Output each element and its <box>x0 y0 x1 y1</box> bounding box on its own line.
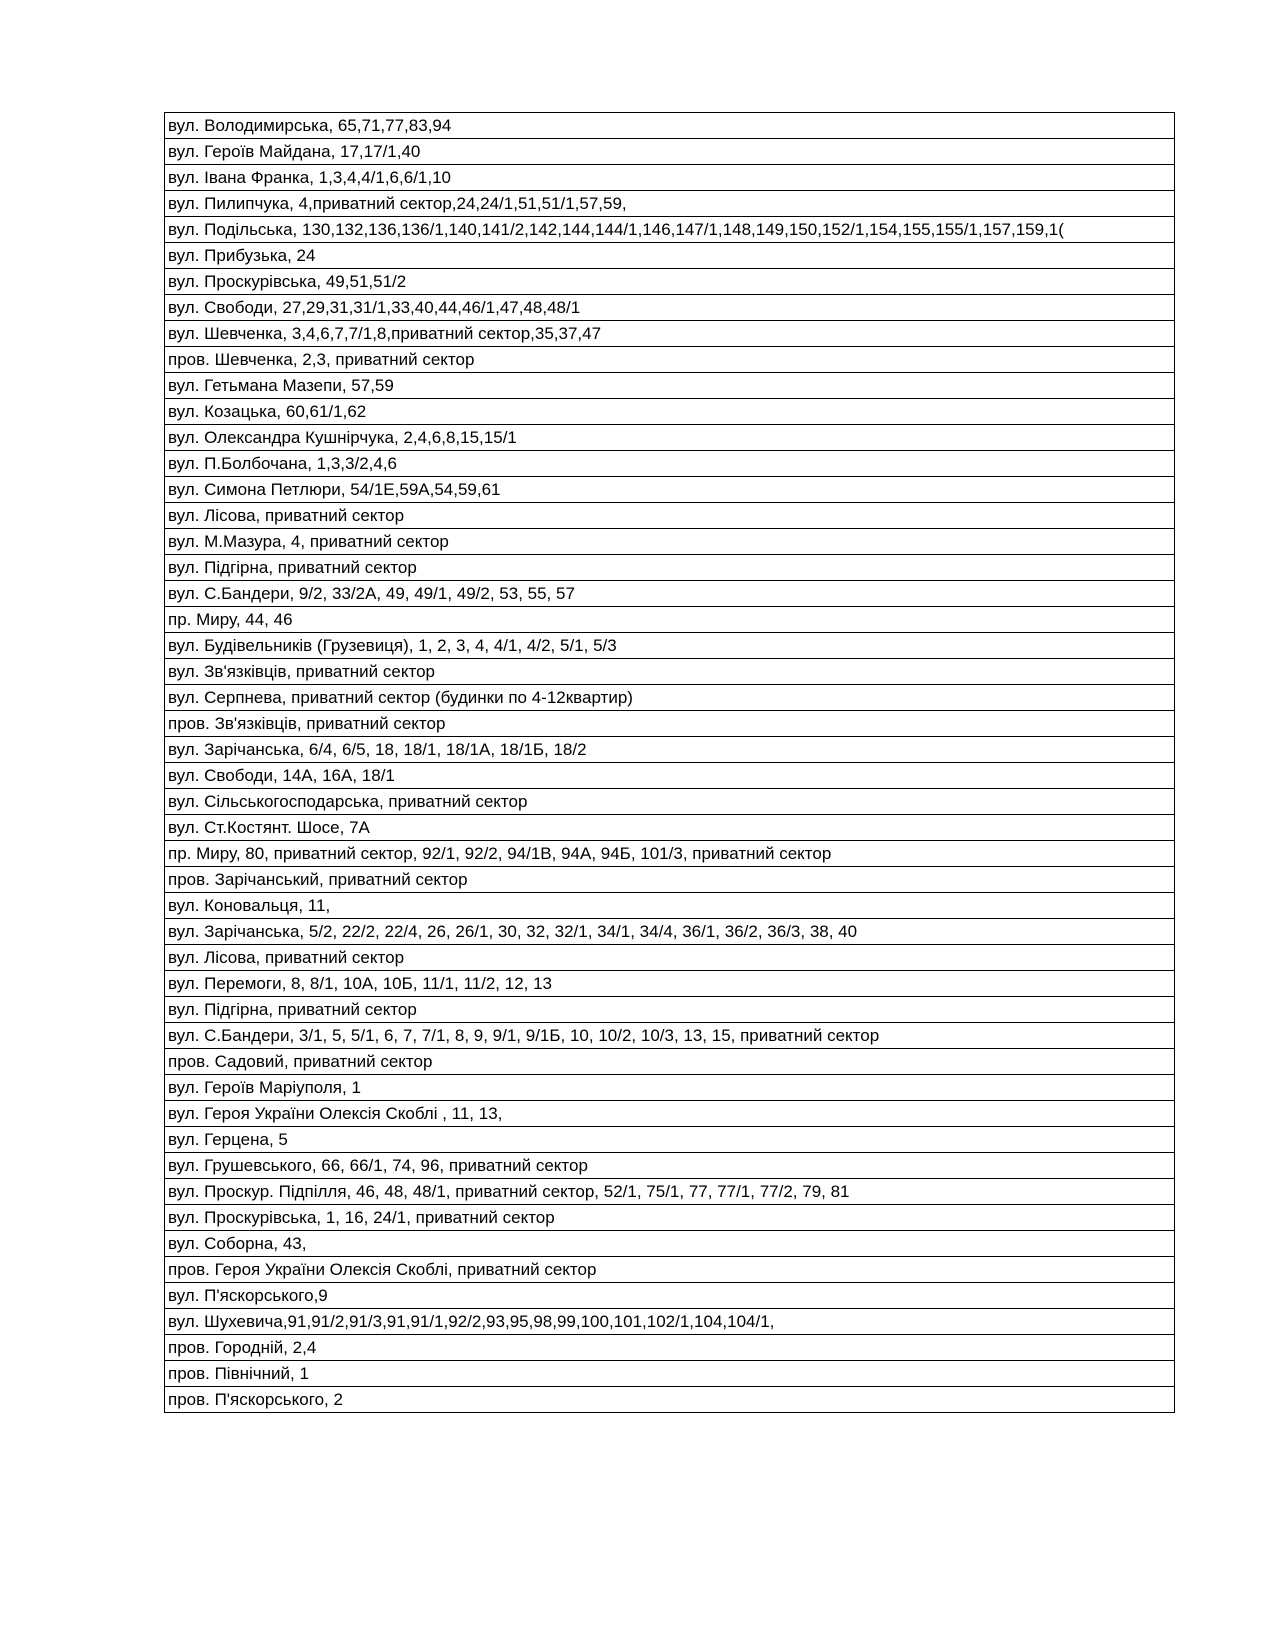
table-row <box>165 529 1175 555</box>
table-row <box>165 555 1175 581</box>
address-cell: пров. Шевченка, 2,3, приватний сектор <box>165 347 1175 373</box>
table-row <box>165 919 1175 945</box>
address-cell: вул. Підгірна, приватний сектор <box>165 555 1175 581</box>
table-row <box>165 321 1175 347</box>
address-cell: вул. Свободи, 14А, 16А, 18/1 <box>165 763 1175 789</box>
address-cell: вул. Подільська, 130,132,136,136/1,140,141/2,142,144,144/1,146,147/1,148,149,150,152/1,154,155,155/1,157,159,1( <box>165 217 1175 243</box>
address-cell: вул. Героїв Майдана, 17,17/1,40 <box>165 139 1175 165</box>
table-row <box>165 581 1175 607</box>
address-cell: вул. Пилипчука, 4,приватний сектор,24,24/1,51,51/1,57,59, <box>165 191 1175 217</box>
address-cell: вул. Перемоги, 8, 8/1, 10А, 10Б, 11/1, 11/2, 12, 13 <box>165 971 1175 997</box>
table-row <box>165 789 1175 815</box>
address-cell: вул. Зарічанська, 6/4, 6/5, 18, 18/1, 18/1А, 18/1Б, 18/2 <box>165 737 1175 763</box>
table-row <box>165 997 1175 1023</box>
table-row <box>165 1257 1175 1283</box>
address-cell: вул. Грушевського, 66, 66/1, 74, 96, приватний сектор <box>165 1153 1175 1179</box>
table-row <box>165 477 1175 503</box>
address-cell: вул. Шевченка, 3,4,6,7,7/1,8,приватний сектор,35,37,47 <box>165 321 1175 347</box>
address-cell: вул. Проскурівська, 49,51,51/2 <box>165 269 1175 295</box>
address-cell: вул. С.Бандери, 9/2, 33/2А, 49, 49/1, 49/2, 53, 55, 57 <box>165 581 1175 607</box>
address-cell: пров. Героя України Олексія Скоблі, приватний сектор <box>165 1257 1175 1283</box>
address-cell: вул. Прибузька, 24 <box>165 243 1175 269</box>
address-cell: вул. Соборна, 43, <box>165 1231 1175 1257</box>
address-cell: пр. Миру, 80, приватний сектор, 92/1, 92/2, 94/1В, 94А, 94Б, 101/3, приватний сектор <box>165 841 1175 867</box>
table-row <box>165 685 1175 711</box>
address-cell: вул. Симона Петлюри, 54/1Е,59А,54,59,61 <box>165 477 1175 503</box>
address-cell: вул. П.Болбочана, 1,3,3/2,4,6 <box>165 451 1175 477</box>
table-row <box>165 1309 1175 1335</box>
table-row <box>165 1283 1175 1309</box>
address-cell: вул. Підгірна, приватний сектор <box>165 997 1175 1023</box>
table-row <box>165 1153 1175 1179</box>
table-row <box>165 1101 1175 1127</box>
table-row <box>165 191 1175 217</box>
address-cell: пр. Миру, 44, 46 <box>165 607 1175 633</box>
address-cell: вул. Шухевича,91,91/2,91/3,91,91/1,92/2,93,95,98,99,100,101,102/1,104,104/1, <box>165 1309 1175 1335</box>
table-row <box>165 1179 1175 1205</box>
table-row <box>165 451 1175 477</box>
table-row <box>165 1387 1175 1413</box>
address-cell: пров. Північний, 1 <box>165 1361 1175 1387</box>
table-row <box>165 737 1175 763</box>
address-cell: пров. П'яскорського, 2 <box>165 1387 1175 1413</box>
address-cell: вул. Зв'язківців, приватний сектор <box>165 659 1175 685</box>
address-cell: вул. Герцена, 5 <box>165 1127 1175 1153</box>
table-row <box>165 113 1175 139</box>
table-row <box>165 347 1175 373</box>
address-cell: вул. Козацька, 60,61/1,62 <box>165 399 1175 425</box>
table-row <box>165 1361 1175 1387</box>
address-cell: вул. Будівельників (Грузевиця), 1, 2, 3, 4, 4/1, 4/2, 5/1, 5/3 <box>165 633 1175 659</box>
table-row <box>165 711 1175 737</box>
address-cell: вул. М.Мазура, 4, приватний сектор <box>165 529 1175 555</box>
table-row <box>165 945 1175 971</box>
address-cell: вул. Свободи, 27,29,31,31/1,33,40,44,46/1,47,48,48/1 <box>165 295 1175 321</box>
table-row <box>165 399 1175 425</box>
table-row <box>165 763 1175 789</box>
table-row <box>165 295 1175 321</box>
address-cell: вул. Зарічанська, 5/2, 22/2, 22/4, 26, 26/1, 30, 32, 32/1, 34/1, 34/4, 36/1, 36/2, 36/3, 38, 40 <box>165 919 1175 945</box>
address-cell: вул. Олександра Кушнірчука, 2,4,6,8,15,15/1 <box>165 425 1175 451</box>
table-row <box>165 1205 1175 1231</box>
address-cell: пров. Зарічанський, приватний сектор <box>165 867 1175 893</box>
address-cell: вул. С.Бандери, 3/1, 5, 5/1, 6, 7, 7/1, 8, 9, 9/1, 9/1Б, 10, 10/2, 10/3, 13, 15, приватний сектор <box>165 1023 1175 1049</box>
table-row <box>165 425 1175 451</box>
address-cell: вул. Лісова, приватний сектор <box>165 503 1175 529</box>
table-row <box>165 243 1175 269</box>
address-cell: вул. Героїв Маріуполя, 1 <box>165 1075 1175 1101</box>
address-cell: вул. Коновальця, 11, <box>165 893 1175 919</box>
address-cell: вул. Володимирська, 65,71,77,83,94 <box>165 113 1175 139</box>
address-cell: пров. Садовий, приватний сектор <box>165 1049 1175 1075</box>
table-row <box>165 139 1175 165</box>
table-row <box>165 607 1175 633</box>
table-row <box>165 815 1175 841</box>
address-table-body <box>165 113 1175 1413</box>
table-row <box>165 867 1175 893</box>
table-row <box>165 893 1175 919</box>
address-cell: пров. Городній, 2,4 <box>165 1335 1175 1361</box>
table-row <box>165 373 1175 399</box>
table-row <box>165 503 1175 529</box>
address-cell: вул. Серпнева, приватний сектор (будинки по 4-12квартир) <box>165 685 1175 711</box>
table-row <box>165 1231 1175 1257</box>
address-cell: вул. Лісова, приватний сектор <box>165 945 1175 971</box>
table-row <box>165 633 1175 659</box>
table-row <box>165 269 1175 295</box>
address-cell: вул. Гетьмана Мазепи, 57,59 <box>165 373 1175 399</box>
table-row <box>165 1075 1175 1101</box>
address-cell: вул. Проскур. Підпілля, 46, 48, 48/1, приватний сектор, 52/1, 75/1, 77, 77/1, 77/2, 79, 81 <box>165 1179 1175 1205</box>
table-row <box>165 659 1175 685</box>
table-row <box>165 165 1175 191</box>
table-row <box>165 971 1175 997</box>
address-cell: вул. П'яскорського,9 <box>165 1283 1175 1309</box>
table-row <box>165 217 1175 243</box>
address-cell: пров. Зв'язківців, приватний сектор <box>165 711 1175 737</box>
address-table <box>164 112 1175 1413</box>
address-cell: вул. Сільськогосподарська, приватний сектор <box>165 789 1175 815</box>
address-cell: вул. Проскурівська, 1, 16, 24/1, приватний сектор <box>165 1205 1175 1231</box>
table-row <box>165 1023 1175 1049</box>
address-cell: вул. Івана Франка, 1,3,4,4/1,6,6/1,10 <box>165 165 1175 191</box>
address-cell: вул. Героя України Олексія Скоблі , 11, 13, <box>165 1101 1175 1127</box>
table-row <box>165 841 1175 867</box>
table-row <box>165 1049 1175 1075</box>
table-row <box>165 1335 1175 1361</box>
address-cell: вул. Ст.Костянт. Шосе, 7А <box>165 815 1175 841</box>
table-row <box>165 1127 1175 1153</box>
